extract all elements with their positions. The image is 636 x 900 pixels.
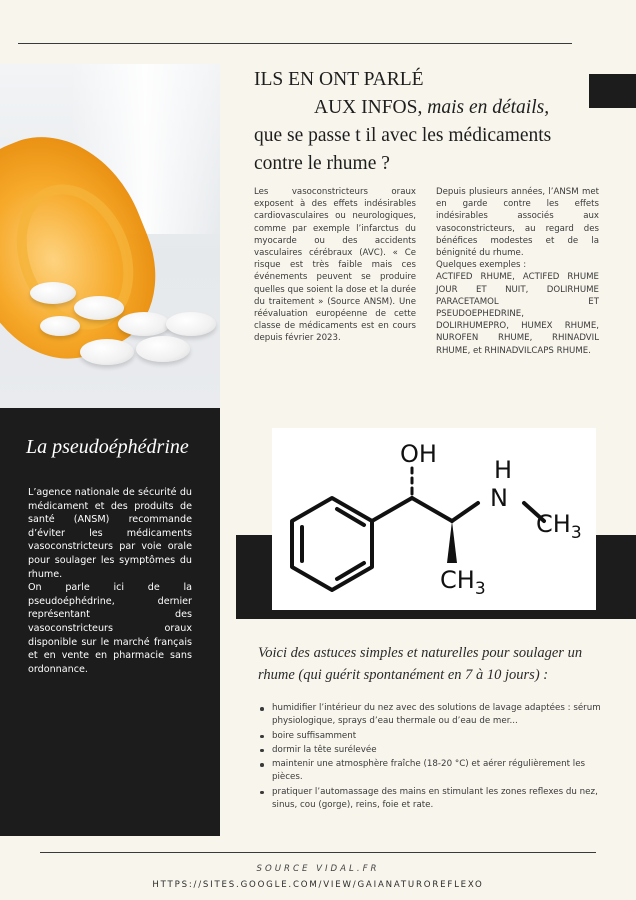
ch3-right-label: $CH_3$ bbox=[536, 510, 582, 543]
list-item: dormir la tête surélevée bbox=[258, 744, 603, 757]
top-divider bbox=[18, 43, 572, 44]
footer-source: SOURCE VIDAL.FR bbox=[256, 864, 380, 874]
h-label: H bbox=[494, 456, 513, 484]
pill-bottle-photo bbox=[0, 64, 220, 408]
list-item: humidifier l’intérieur du nez avec des solutions de lavage adaptées : sérum physiologique, sprays d’eau thermale ou d’eau de mer... bbox=[258, 702, 603, 729]
decorative-block-top bbox=[589, 74, 636, 108]
page-title bbox=[254, 66, 584, 178]
title-line-2: AUX INFOS, mais en détails, bbox=[314, 97, 550, 118]
column-right: Depuis plusieurs années, l’ANSM met en garde contre les effets indésirables associés aux vasoconstricteurs, au regard des bénéfices modestes et de la bénignité du rhume. Quelques exemples : ACTIFED RHUME, ACTIFED RHUME JOUR ET NUIT, DOLIRHUME PARACETAMOL ET PSEUDOEPHEDRINE, DOLIRHUMEPRO, HUMEX RHUME, NUROFEN RHUME, RHINADVIL RHUME, et RHINADVILCAPS RHUME. bbox=[436, 187, 599, 356]
title-line-1: ILS EN ONT PARLÉ bbox=[254, 69, 424, 90]
pseudo-text bbox=[28, 486, 192, 676]
list-item: pratiquer l’automassage des mains en stimulant les zones reflexes du nez, sinus, cou (gorge), reins, foie et rate. bbox=[258, 786, 603, 813]
wedge-bond bbox=[447, 521, 457, 563]
ch3-bottom-label: $CH_3$ bbox=[440, 566, 486, 599]
footer-url-link[interactable]: HTTPS://SITES.GOOGLE.COM/VIEW/GAIANATUROREFLEXO bbox=[152, 880, 484, 890]
title-line-4: contre le rhume ? bbox=[254, 153, 390, 174]
oh-label: OH bbox=[400, 440, 437, 468]
list-item: maintenir une atmosphère fraîche (18-20 °C) et aérer régulièrement les pièces. bbox=[258, 758, 603, 785]
examples-list: ACTIFED RHUME, ACTIFED RHUME JOUR ET NUIT, DOLIRHUME PARACETAMOL ET PSEUDOEPHEDRINE, DOLIRHUMEPRO, HUMEX RHUME, NUROFEN RHUME, RHINADVIL RHUME, et RHINADVILCAPS RHUME. bbox=[436, 272, 599, 356]
examples-label: Quelques exemples : bbox=[436, 260, 527, 271]
bottom-divider bbox=[40, 852, 596, 853]
tips-title: Voici des astuces simples et naturelles pour soulager un rhume (qui guérit spontanément en 7 à 10 jours) : bbox=[258, 645, 583, 683]
title-line-3: que se passe t il avec les médicaments bbox=[254, 125, 552, 146]
n-label: N bbox=[490, 484, 508, 512]
pseudo-paragraph-2: On parle ici de la pseudoéphédrine, dernier représentant des vasoconstricteurs oraux disponible sur le marché français et en vente en pharmacie sans ordonnance. bbox=[28, 582, 192, 675]
pseudoephedrine-structure bbox=[272, 428, 596, 610]
pseudo-paragraph-1: L’agence nationale de sécurité du médicament et des produits de santé (ANSM) recommande d’éviter les médicaments vasoconstricteurs par voie orale pour soulager les symptômes du rhume. bbox=[28, 487, 192, 580]
pseudo-title: La pseudoéphédrine bbox=[26, 436, 189, 458]
column-left: Les vasoconstricteurs oraux exposent à des effets indésirables cardiovasculaires ou neurologiques, comme par exemple l’infarctus du myocarde ou des accidents vasculaires cérébraux (AVC). « Ce risque est très faible mais ces événements peuvent se produire quelles que soient la dose et la durée du traitement » (Source ANSM). Une réévaluation européenne de cette classe de médicaments est en cours depuis février 2023. bbox=[254, 187, 416, 344]
tips-list bbox=[258, 702, 603, 813]
list-item: boire suffisamment bbox=[258, 730, 603, 743]
